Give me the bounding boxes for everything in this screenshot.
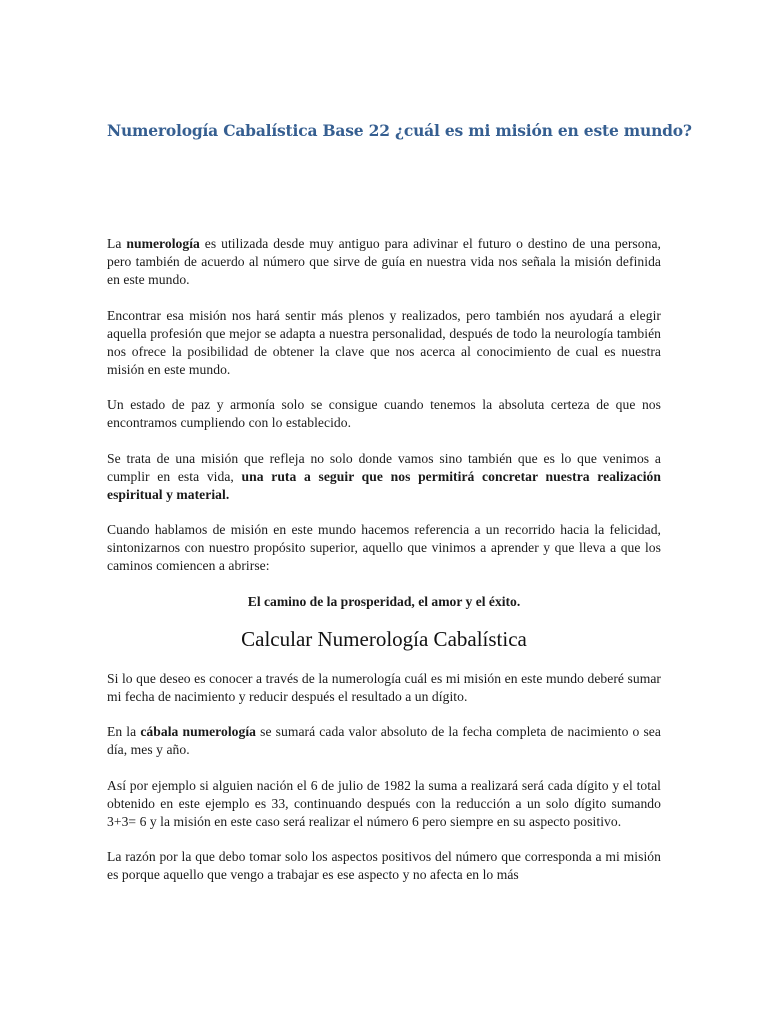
- paragraph-cabala-text-a: En la: [107, 724, 141, 739]
- paragraph-happiness: Cuando hablamos de misión en este mundo hacemos referencia a un recorrido hacia la felicidad, sintonizarnos con nuestro propósito superior, aquello que vinimos a aprender y que lleva a que los caminos comiencen a abrirse:: [107, 522, 661, 573]
- paragraph-route-text: Se trata de una misión que refleja no solo donde vamos sino también que es lo que venimos a cumplir en esta vida,: [107, 450, 661, 484]
- paragraph-intro: [107, 235, 661, 289]
- quote-line: El camino de la prosperidad, el amor y el éxito.: [247, 593, 521, 609]
- paragraph-example: Así por ejemplo si alguien nación el 6 de julio de 1982 la suma a realizará será cada dígito y el total obtenido en este ejemplo es 33, continuando después con la reducción a un solo dígito sumando 3+3= 6 y la misión en este caso será realizar el número 6 pero siempre en su aspecto positivo.: [107, 777, 661, 829]
- paragraph-route: [107, 450, 661, 504]
- paragraph-cabala-bold: cábala numerología: [140, 724, 257, 739]
- paragraph-cabala: [107, 723, 661, 759]
- paragraph-mission: Encontrar esa misión nos hará sentir más plenos y realizados, pero también nos ayudará a elegir aquella profesión que mejor se adapta a nuestra personalidad, después de todo la neurología también nos ofrece la posibilidad de obtener la clave que nos acerca al conocimiento de cual es nuestra misión en este mundo.: [107, 307, 661, 377]
- paragraph-peace: Un estado de paz y armonía solo se consigue cuando tenemos la absoluta certeza de que nos encontramos cumpliendo con lo establecido.: [107, 397, 661, 430]
- paragraph-cabala-text-c: se sumará cada valor absoluto de la fecha completa de nacimiento o sea día, mes y año.: [107, 724, 661, 757]
- paragraph-route-bold: una ruta a seguir que nos permitirá concretar nuestra realización espiritual y material.: [107, 468, 661, 502]
- document-body: [107, 235, 661, 902]
- document-title: Numerología Cabalística Base 22 ¿cuál es mi misión en este mundo?: [107, 121, 692, 140]
- paragraph-calculate: Si lo que deseo es conocer a través de la numerología cuál es mi misión en este mundo deberé sumar mi fecha de nacimiento y reducir después el resultado a un dígito.: [107, 670, 661, 704]
- paragraph-intro-text-a: La: [107, 236, 127, 251]
- paragraph-intro-text-c: es utilizada desde muy antiguo para adivinar el futuro o destino de una persona, pero también de acuerdo al número que sirve de guía en nuestra vida nos señala la misión definida en este mundo.: [107, 236, 661, 287]
- paragraph-reason: La razón por la que debo tomar solo los aspectos positivos del número que corresponda a mi misión es porque aquello que vengo a trabajar es ese aspecto y no afecta en lo más: [107, 849, 661, 882]
- paragraph-intro-bold: numerología: [126, 236, 200, 251]
- section-heading: Calcular Numerología Cabalística: [241, 626, 527, 651]
